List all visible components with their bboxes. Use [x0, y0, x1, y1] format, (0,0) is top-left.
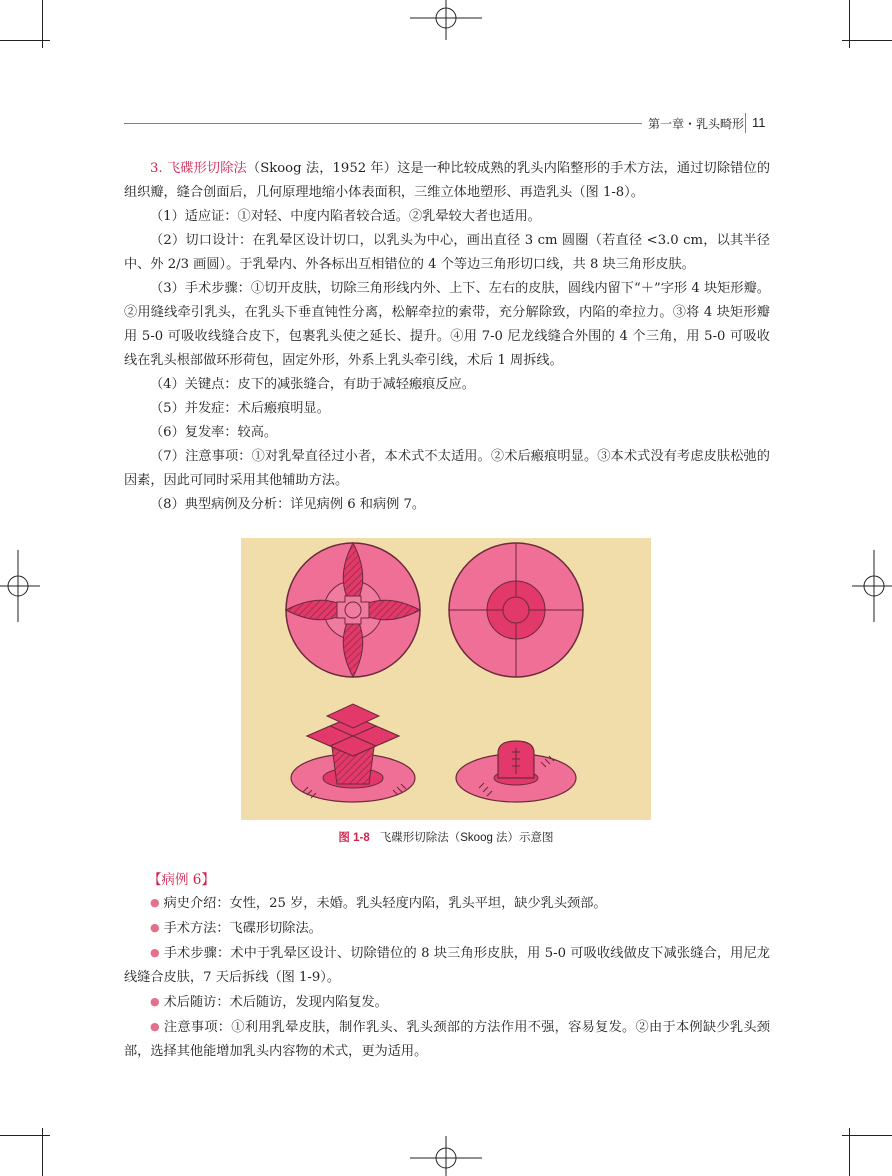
case-title: 【病例 6】 [148, 872, 215, 888]
indication-paragraph: （1）适应证：①对轻、中度内陷者较合适。②乳晕较大者也适用。 [150, 209, 541, 224]
incision-design-diagram [286, 543, 420, 677]
key-points-paragraph: （4）关键点：皮下的减张缝合，有助于减轻瘢痕反应。 [150, 377, 475, 392]
bullet-icon: ● [150, 921, 160, 934]
page-number: 11 [752, 115, 766, 130]
recurrence-paragraph: （6）复发率：较高。 [150, 425, 278, 440]
case-history-item: ● 病史介绍：女性，25 岁，未婚。乳头轻度内陷，乳头平坦，缺少乳头颈部。 [150, 896, 607, 911]
flap-folding-diagram [291, 704, 415, 802]
bullet-icon: ● [150, 1020, 160, 1033]
registration-mark-bottom [410, 1136, 482, 1176]
running-header-chapter: 第一章・乳头畸形 [648, 117, 745, 131]
precautions-paragraph: （7）注意事项：①对乳晕直径过小者，本术式不太适用。②术后瘢痕明显。③本术式没有考虑皮肤松弛的因素，因此可同时采用其他辅助方法。 [124, 449, 770, 488]
registration-mark-left [0, 550, 40, 622]
section-intro: （Skoog 法，1952 年）这是一种比较成熟的乳头内陷整形的手术方法，通过切除错位的组织瓣，缝合创面后，几何原理地缩小体表面积，三维立体地塑形、再造乳头（图 1-8）。 [124, 161, 771, 200]
case-notes-item: ● 注意事项：①利用乳晕皮肤，制作乳头、乳头颈部的方法作用不强，容易复发。②由于本例缺少乳头颈部，选择其他能增加乳头内容物的术式，更为适用。 [124, 1020, 770, 1059]
registration-mark-top [410, 0, 482, 40]
case-followup-item: ● 术后随访：术后随访，发现内陷复发。 [150, 995, 388, 1010]
incision-design-paragraph: （2）切口设计：在乳晕区设计切口，以乳头为中心，画出直径 3 cm 圆圈（若直径 <3.0 cm，以其半径中、外 2/3 画圆）。于乳晕内、外各标出互相错位的 4 个等边三角形切口线，共 8 块三角形皮肤。 [124, 233, 770, 272]
crop-mark [842, 1135, 892, 1136]
procedure-steps-paragraph: （3）手术步骤：①切开皮肤，切除三角形线内外、上下、左右的皮肤，圆线内留下“＋”字形 4 块矩形瓣。②用缝线牵引乳头，在乳头下垂直钝性分离，松解牵拉的索带，充分解除致，内陷的牵拉力。③将 4 块矩形瓣用 5-0 可吸收线缝合皮下，包裹乳头使之延长、提升。④用 7-0 尼龙线缝合外围的 4 个三角，用 5-0 可吸收线在乳头根部做环形荷包，固定外形，外系上乳头牵引线，术后 1 周拆线。 [124, 281, 770, 368]
figure-1-8 [241, 538, 651, 820]
typical-cases-paragraph: （8）典型病例及分析：详见病例 6 和病例 7。 [150, 497, 426, 512]
section-heading: 飞碟形切除法 [166, 161, 247, 176]
section-intro-paragraph [124, 157, 770, 205]
sutured-result-diagram [456, 741, 576, 802]
bullet-icon: ● [150, 995, 160, 1008]
bullet-icon: ● [150, 896, 160, 909]
section-heading-number: 3. [150, 161, 163, 176]
header-separator [745, 113, 746, 133]
case-body [124, 891, 770, 1064]
section-body [124, 157, 770, 517]
flap-excision-diagram [449, 543, 583, 677]
figure-caption [241, 829, 651, 845]
registration-mark-right [852, 550, 892, 622]
crop-mark [0, 1135, 50, 1136]
complications-paragraph: （5）并发症：术后瘢痕明显。 [150, 401, 330, 416]
header-rule [124, 123, 642, 124]
crop-mark [0, 40, 50, 41]
figure-number: 图 1-8 [338, 832, 370, 844]
case-steps-item: ● 手术步骤：术中于乳晕区设计、切除错位的 8 块三角形皮肤，用 5-0 可吸收线做皮下减张缝合，用尼龙线缝合皮肤，7 天后拆线（图 1-9）。 [124, 946, 770, 985]
figure-caption-text: 飞碟形切除法（Skoog 法）示意图 [379, 832, 554, 844]
case-method-item: ● 手术方法：飞碟形切除法。 [150, 921, 322, 936]
crop-mark [842, 40, 892, 41]
skoog-method-diagram [241, 538, 651, 820]
bullet-icon: ● [150, 946, 160, 959]
